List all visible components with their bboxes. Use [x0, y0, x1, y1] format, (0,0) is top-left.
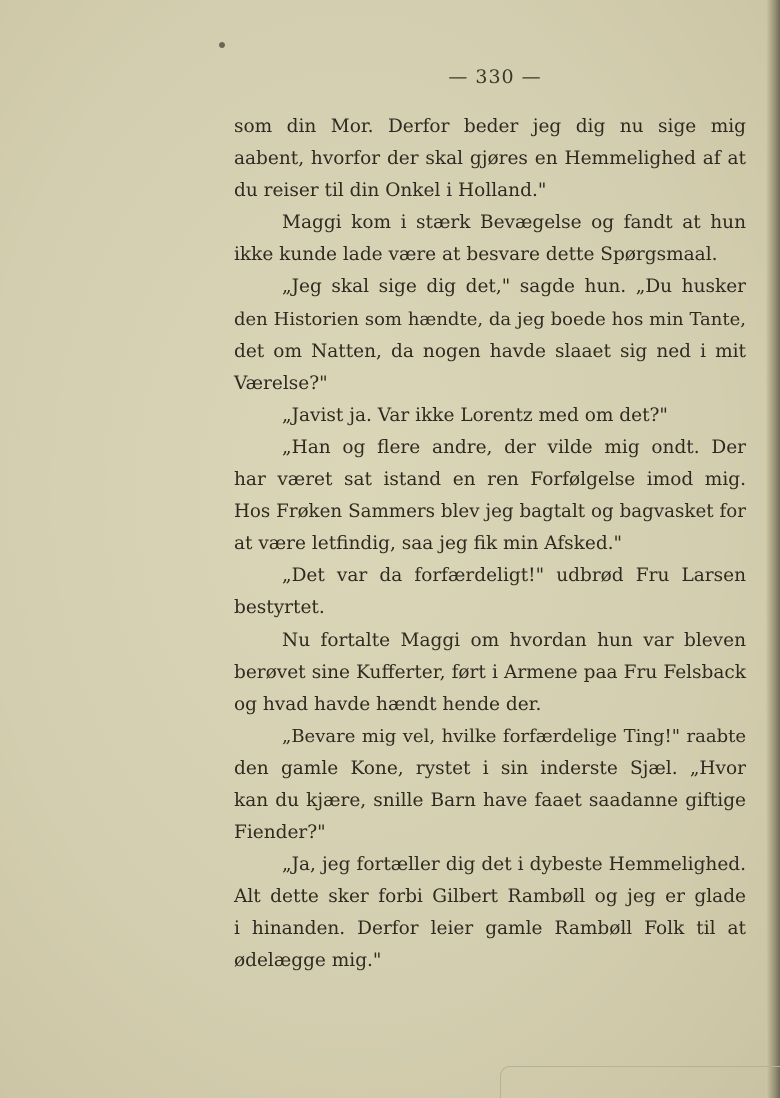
text-line: „Han og flere andre, der vilde mig ondt. Der [282, 436, 746, 458]
page-corner-fold [500, 1066, 780, 1098]
text-line: „Det var da forfærdeligt!" udbrød Fru Larsen [282, 565, 746, 587]
text-line: Maggi kom i stærk Bevægelse og fandt at hun [282, 212, 746, 234]
page-number: — 330 — [448, 66, 542, 88]
text-line: du reiser til din Onkel i Holland." [234, 180, 547, 202]
page-edge [766, 0, 780, 1098]
text-line: den Historien som hændte, da jeg boede hos min Tante, [234, 308, 746, 330]
text-line: og hvad havde hændt hende der. [234, 693, 542, 715]
text-line: det om Natten, da nogen havde slaaet sig ned i mit [234, 340, 746, 362]
text-line: Hos Frøken Sammers blev jeg bagtalt og bagvasket for [234, 501, 746, 523]
text-line: at være letfindig, saa jeg fik min Afsked." [234, 533, 623, 555]
text-line: Værelse?" [234, 372, 328, 394]
text-line: i hinanden. Derfor leier gamle Rambøll Folk til at [234, 918, 746, 940]
text-line: aabent, hvorfor der skal gjøres en Hemmelighed af at [234, 148, 746, 170]
text-line: „Ja, jeg fortæller dig det i dybeste Hemmelighed. [282, 854, 746, 876]
text-line: „Javist ja. Var ikke Lorentz med om det?" [282, 404, 668, 426]
text-line: som din Mor. Derfor beder jeg dig nu sige mig [234, 116, 746, 137]
text-line: Fiender?" [234, 822, 326, 844]
text-line: Nu fortalte Maggi om hvordan hun var bleven [282, 629, 746, 651]
text-line: har været sat istand en ren Forfølgelse imod mig. [234, 469, 746, 491]
text-line: kan du kjære, snille Barn have faaet saadanne giftige [234, 789, 746, 811]
text-line: ødelægge mig." [234, 950, 382, 972]
text-line: ikke kunde lade være at besvare dette Spørgsmaal. [234, 244, 718, 266]
text-line: „Bevare mig vel, hvilke forfærdelige Ting!" raabte [282, 725, 746, 747]
ink-spot [219, 42, 225, 48]
text-line: den gamle Kone, rystet i sin inderste Sjæl. „Hvor [234, 757, 746, 779]
body-text [234, 111, 746, 978]
text-line: bestyrtet. [234, 597, 325, 619]
text-line: berøvet sine Kufferter, ført i Armene paa Fru Felsback [234, 661, 746, 683]
text-line: „Jeg skal sige dig det," sagde hun. „Du husker [282, 276, 746, 298]
text-line: Alt dette sker forbi Gilbert Rambøll og jeg er glade [234, 886, 746, 908]
